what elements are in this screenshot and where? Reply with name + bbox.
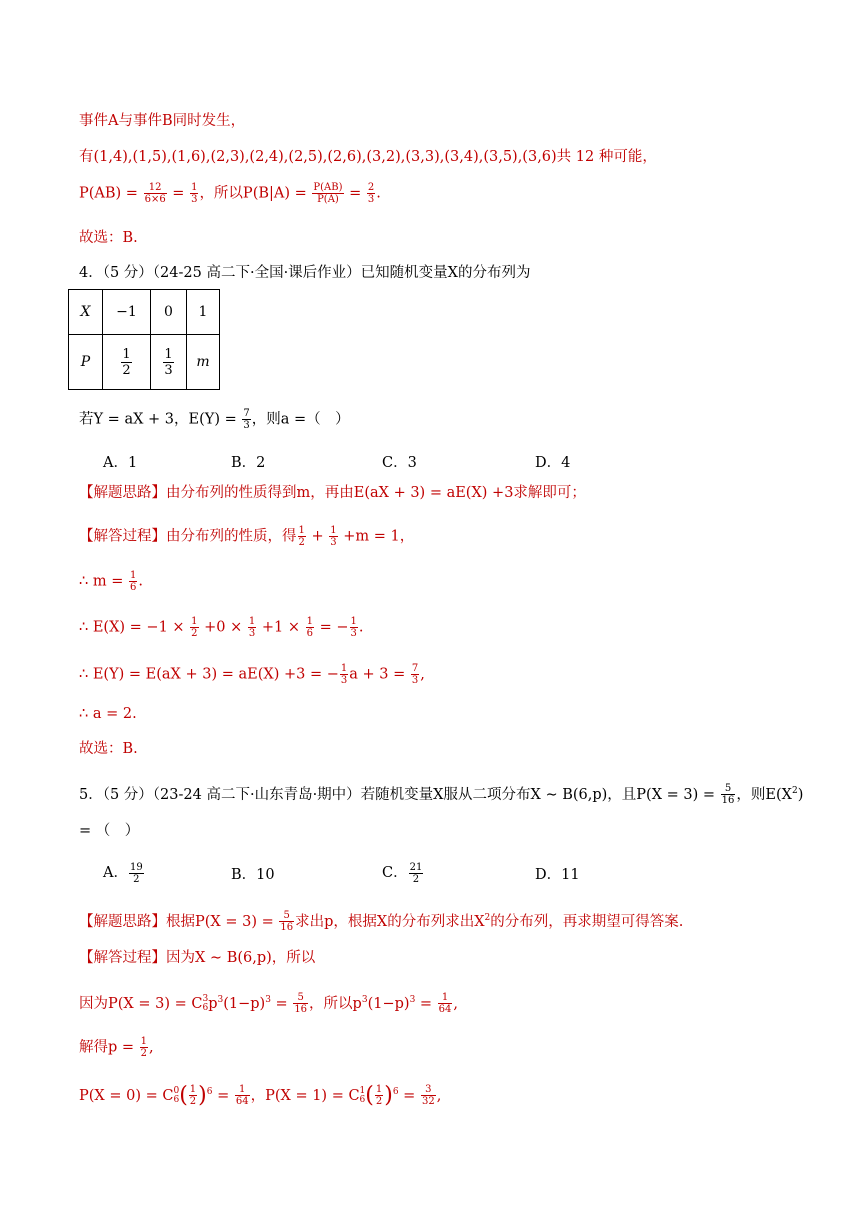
solution-line: ∴ E(X) = −1 × $\frac{1}{2}$ +0 × $\frac{1}{3}$ +1 × $\frac{1}{6}$ = − $\frac{1}{3}$ .: [79, 616, 364, 639]
solution-line: 因为P(X = 3) = C 3 6 $p^3(1-p)^3$ = $\frac{5}{16}$ ，所以$p^3(1-p)^3$ = $\frac{1}{64}$ ,: [79, 992, 459, 1016]
table-cell: X: [69, 290, 103, 335]
question-4-condition: 若Y = aX + 3，E(Y) = $\frac{7}{3}$ ，则a =（ ）: [79, 408, 350, 431]
table-cell: $\frac{1}{2}$: [103, 335, 151, 390]
question-5: 5．（5 分）（23-24 高二下·山东青岛·期中）若随机变量X服从二项分布X ∼ B(6,p)，且P(X = 3) = $\frac{5}{16}$ ，则$E(X^2)$: [79, 783, 804, 807]
solution-idea: 【解题思路】根据P(X = 3) = $\frac{5}{16}$ 求出p，根据X的分布列求出$X^2$的分布列，再求期望可得答案.: [79, 910, 684, 934]
question-5-cont: = （ ）: [79, 823, 140, 839]
solution-process: 【解答过程】由分布列的性质，得 $\frac{1}{2}$ + $\frac{1}{3}$ +m = 1，: [79, 525, 415, 548]
table-cell: −1: [103, 290, 151, 335]
solution-line: 事件A与事件B同时发生，: [79, 113, 246, 129]
solution-line: ∴ E(Y) = E(aX + 3) = aE(X) +3 = − $\frac{1}{3}$ a + 3 = $\frac{7}{3}$ ,: [79, 663, 425, 686]
option-a[interactable]: A．1: [103, 455, 138, 471]
answer-line: 故选：B.: [79, 741, 138, 757]
option-c[interactable]: C．3: [382, 455, 417, 471]
answer-line: 故选：B.: [79, 230, 138, 246]
distribution-table: [68, 289, 220, 390]
option-c[interactable]: C． $\frac{21}{2}$: [382, 861, 423, 885]
solution-line: P(AB) = $\frac{12}{6\times 6}$ = $\frac{1}{3}$ ，所以P(B|A) = $\frac{P(AB)}{P(A)}$ = $\frac{2}{3}$ .: [79, 182, 381, 205]
solution-line: 有(1,4),(1,5),(1,6),(2,3),(2,4),(2,5),(2,6),(3,2),(3,3),(3,4),(3,5),(3,6)共 12 种可能，: [79, 149, 657, 165]
solution-line: ∴ a = 2.: [79, 706, 137, 722]
table-cell: P: [69, 335, 103, 390]
option-b[interactable]: B．10: [231, 867, 275, 883]
table-cell: $\frac{1}{3}$: [151, 335, 187, 390]
option-d[interactable]: D．11: [535, 867, 580, 883]
solution-line: ∴ m = $\frac{1}{6}$ .: [79, 570, 143, 593]
question-4: 4．（5 分）（24-25 高二下·全国·课后作业）已知随机变量X的分布列为: [79, 265, 531, 281]
solution-line: 解得p = $\frac{1}{2}$ ,: [79, 1036, 154, 1059]
solution-line: P(X = 0) = C 0 6 ( $\frac{1}{2}$ )$^6$ = $\frac{1}{64}$ ，P(X = 1) = C 1 6 ( $\frac{1}{2}$ )$^6$ = $\frac{3}{32}$ ,: [79, 1082, 442, 1108]
option-d[interactable]: D．4: [535, 455, 571, 471]
table-cell: 0: [151, 290, 187, 335]
option-b[interactable]: B．2: [231, 455, 266, 471]
solution-idea: 【解题思路】由分布列的性质得到m，再由E(aX + 3) = aE(X) +3求解即可；: [79, 485, 586, 501]
table-cell: 1: [187, 290, 220, 335]
solution-process: 【解答过程】因为X ∼ B(6,p)，所以: [79, 950, 316, 966]
option-a[interactable]: A． $\frac{19}{2}$: [103, 861, 143, 885]
table-cell: m: [187, 335, 220, 390]
